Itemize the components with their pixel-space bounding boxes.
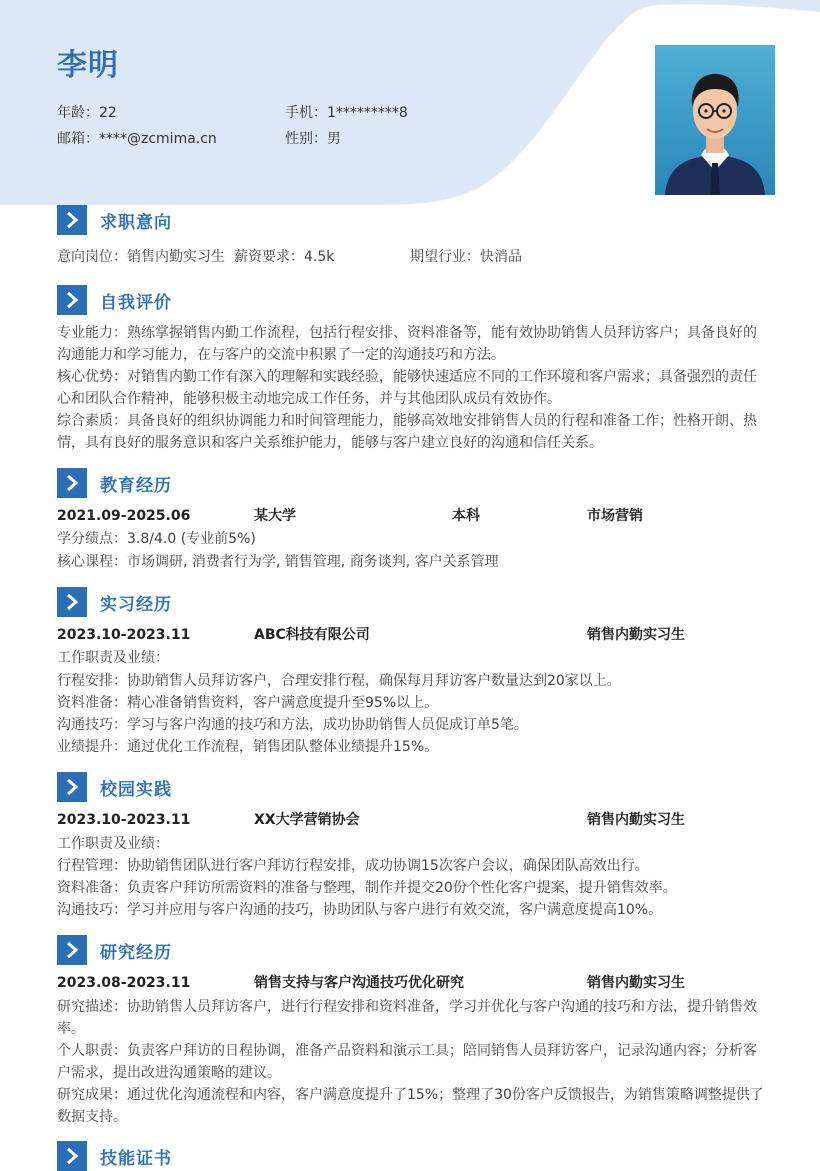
education-degree: 本科 bbox=[452, 508, 480, 524]
research-item: 研究成果：通过优化沟通流程和内容，客户满意度提升了15%；整理了30份客户反馈报告，为销售策略调整提供了数据支持。 bbox=[57, 1087, 764, 1125]
internship-company: ABC科技有限公司 bbox=[254, 627, 370, 643]
campus-line: 行程管理：协助销售团队进行客户拜访行程安排，成功协调15次客户会议，确保团队高效出行。 bbox=[57, 858, 649, 874]
campus-line: 工作职责及业绩： bbox=[57, 836, 169, 852]
internship-line: 业绩提升：通过优化工作流程，销售团队整体业绩提升15%。 bbox=[57, 739, 439, 755]
education-courses: 核心课程：市场调研, 消费者行为学, 销售管理, 商务谈判, 客户关系管理 bbox=[57, 554, 499, 570]
campus-org: XX大学营销协会 bbox=[254, 812, 360, 828]
education-period: 2021.09-2025.06 bbox=[57, 508, 191, 524]
section-title: 校园实践 bbox=[100, 779, 172, 800]
section-title: 技能证书 bbox=[100, 1148, 172, 1169]
internship-line: 资料准备：精心准备销售资料，客户满意度提升至95%以上。 bbox=[57, 695, 439, 711]
phone-field: 手机：1*********8 bbox=[285, 105, 408, 121]
campus-line: 资料准备：负责客户拜访所需资料的准备与整理，制作并提交20份个性化客户提案，提升销售效率。 bbox=[57, 880, 677, 896]
section-self-eval bbox=[57, 285, 172, 315]
self-eval-item: 核心优势：对销售内勤工作有深入的理解和实践经验，能够快速适应不同的工作环境和客户需求；具备强烈的责任心和团队合作精神，能够积极主动地完成工作任务，并与其他团队成员有效协作。 bbox=[57, 369, 757, 407]
profile-photo bbox=[655, 45, 775, 195]
internship-period: 2023.10-2023.11 bbox=[57, 627, 191, 643]
section-title: 研究经历 bbox=[100, 942, 172, 963]
intent-industry: 期望行业：快消品 bbox=[410, 249, 522, 265]
chevron-right-icon bbox=[57, 205, 87, 235]
self-eval-item: 专业能力：熟练掌握销售内勤工作流程，包括行程安排、资料准备等，能有效协助销售人员拜访客户；具备良好的沟通能力和学习能力，在与客户的交流中积累了一定的沟通技巧和方法。 bbox=[57, 325, 757, 363]
section-title: 实习经历 bbox=[100, 594, 172, 615]
campus-role: 销售内勤实习生 bbox=[587, 812, 685, 828]
research-project: 销售支持与客户沟通技巧优化研究 bbox=[254, 975, 464, 991]
research-item: 个人职责：负责客户拜访的日程协调，准备产品资料和演示工具；陪同销售人员拜访客户，记录沟通内容；分析客户需求，提出改进沟通策略的建议。 bbox=[57, 1043, 757, 1081]
research-role: 销售内勤实习生 bbox=[587, 975, 685, 991]
section-research bbox=[57, 935, 172, 965]
internship-role: 销售内勤实习生 bbox=[587, 627, 685, 643]
education-major: 市场营销 bbox=[587, 508, 643, 524]
campus-period: 2023.10-2023.11 bbox=[57, 812, 191, 828]
internship-line: 工作职责及业绩： bbox=[57, 650, 169, 666]
section-title: 自我评价 bbox=[100, 292, 172, 313]
education-gpa: 学分绩点：3.8/4.0 (专业前5%) bbox=[57, 531, 256, 547]
email-field: 邮箱：****@zcmima.cn bbox=[57, 131, 217, 147]
candidate-name: 李明 bbox=[57, 48, 119, 83]
intent-salary: 薪资要求：4.5k bbox=[234, 249, 335, 265]
section-internship bbox=[57, 587, 172, 617]
section-campus bbox=[57, 772, 172, 802]
chevron-right-icon bbox=[57, 772, 87, 802]
campus-line: 沟通技巧：学习并应用与客户沟通的技巧，协助团队与客户进行有效交流，客户满意度提高10%。 bbox=[57, 902, 663, 918]
research-item: 研究描述：协助销售人员拜访客户，进行行程安排和资料准备，学习并优化与客户沟通的技巧和方法，提升销售效率。 bbox=[57, 999, 757, 1037]
section-title: 教育经历 bbox=[100, 475, 172, 496]
education-school: 某大学 bbox=[254, 508, 296, 524]
intent-position: 意向岗位：销售内勤实习生 bbox=[57, 249, 225, 265]
gender-field: 性别：男 bbox=[285, 131, 341, 147]
chevron-right-icon bbox=[57, 587, 87, 617]
chevron-right-icon bbox=[57, 1141, 87, 1171]
internship-line: 行程安排：协助销售人员拜访客户，合理安排行程，确保每月拜访客户数量达到20家以上。 bbox=[57, 673, 621, 689]
chevron-right-icon bbox=[57, 935, 87, 965]
section-skills bbox=[57, 1141, 172, 1171]
section-job-intent bbox=[57, 205, 172, 235]
self-eval-item: 综合素质：具备良好的组织协调能力和时间管理能力，能够高效地安排销售人员的行程和准备工作；性格开朗、热情，具有良好的服务意识和客户关系维护能力，能够与客户建立良好的沟通和信任关系。 bbox=[57, 413, 757, 451]
internship-line: 沟通技巧：学习与客户沟通的技巧和方法，成功协助销售人员促成订单5笔。 bbox=[57, 717, 528, 733]
research-period: 2023.08-2023.11 bbox=[57, 975, 191, 991]
section-education bbox=[57, 468, 172, 498]
section-title: 求职意向 bbox=[100, 212, 172, 233]
chevron-right-icon bbox=[57, 285, 87, 315]
age-field: 年龄：22 bbox=[57, 105, 117, 121]
chevron-right-icon bbox=[57, 468, 87, 498]
